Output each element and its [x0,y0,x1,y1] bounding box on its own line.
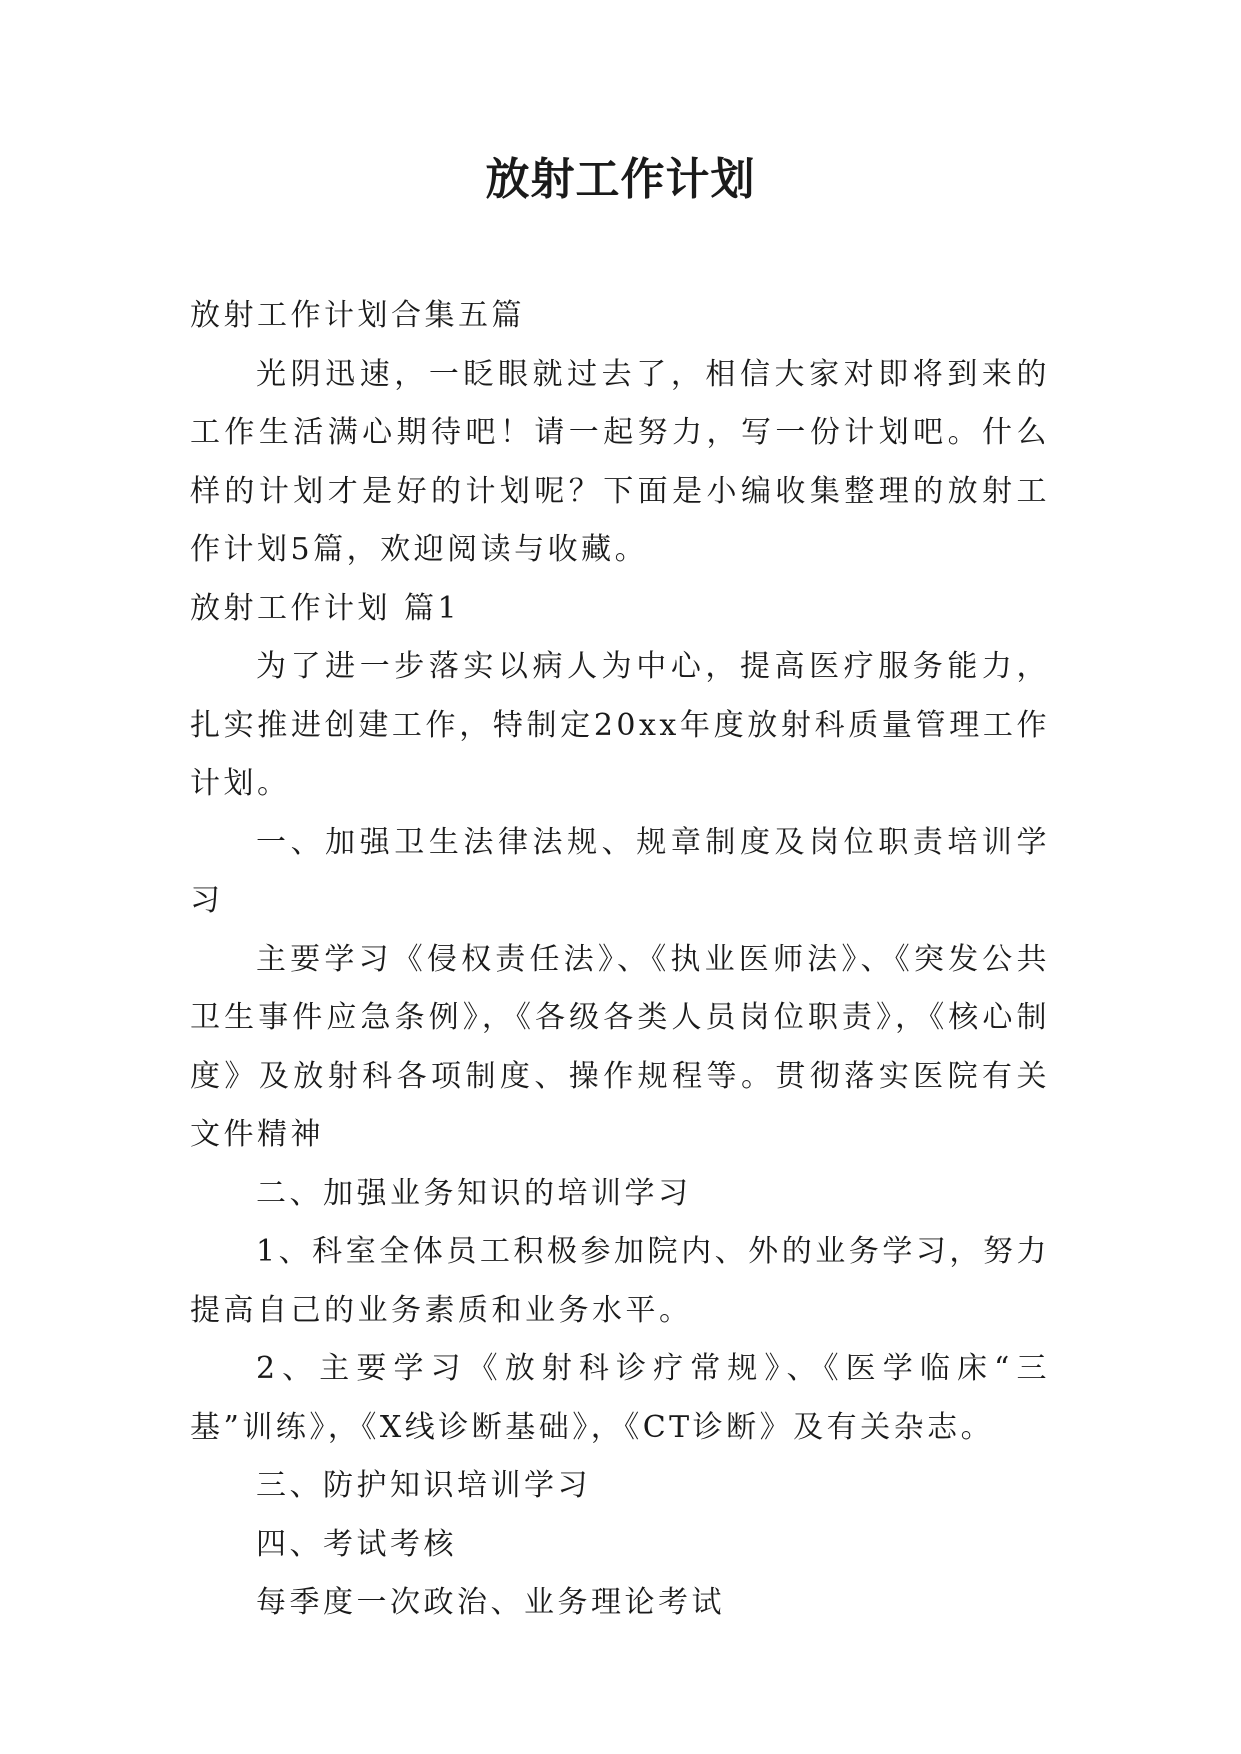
paragraph-item-2-point-1: 1、科室全体员工积极参加院内、外的业务学习，努力提高自己的业务素质和业务水平。 [190,1234,1050,1328]
paragraph-item-4-heading: 四、考试考核 [256,1526,457,1562]
paragraph-item-3-heading: 三、防护知识培训学习 [256,1468,591,1503]
paragraph-item-4-body: 每季度一次政治、业务理论考试 [256,1585,725,1620]
document-body [190,287,1050,1633]
paragraph-purpose: 为了进一步落实以病人为中心，提高医疗服务能力，扎实推进创建工作，特制定20xx年度放射科质量管理工作计划。 [190,649,1050,801]
paragraph-item-1-body: 主要学习《侵权责任法》、《执业医师法》、《突发公共卫生事件应急条例》，《各级各类人员岗位职责》，《核心制度》及放射科各项制度、操作规程等。贯彻落实医院有关文件精神 [190,941,1050,1152]
paragraph-item-2-point-2: 2、主要学习《放射科诊疗常规》、《医学临床“三基”训练》，《X线诊断基础》，《CT诊断》及有关杂志。 [190,1351,1050,1445]
paragraph-collection-heading: 放射工作计划合集五篇 [190,298,525,333]
document-title: 放射工作计划 [485,154,756,205]
paragraph-item-2-heading: 二、加强业务知识的培训学习 [256,1175,692,1211]
paragraph-intro: 光阴迅速，一眨眼就过去了，相信大家对即将到来的工作生活满心期待吧！请一起努力，写一份计划吧。什么样的计划才是好的计划呢？下面是小编收集整理的放射工作计划5篇，欢迎阅读与收藏。 [190,356,1050,567]
paragraph-item-1-heading: 一、加强卫生法律法规、规章制度及岗位职责培训学习 [190,824,1050,918]
paragraph-section-heading: 放射工作计划 篇1 [190,590,461,626]
